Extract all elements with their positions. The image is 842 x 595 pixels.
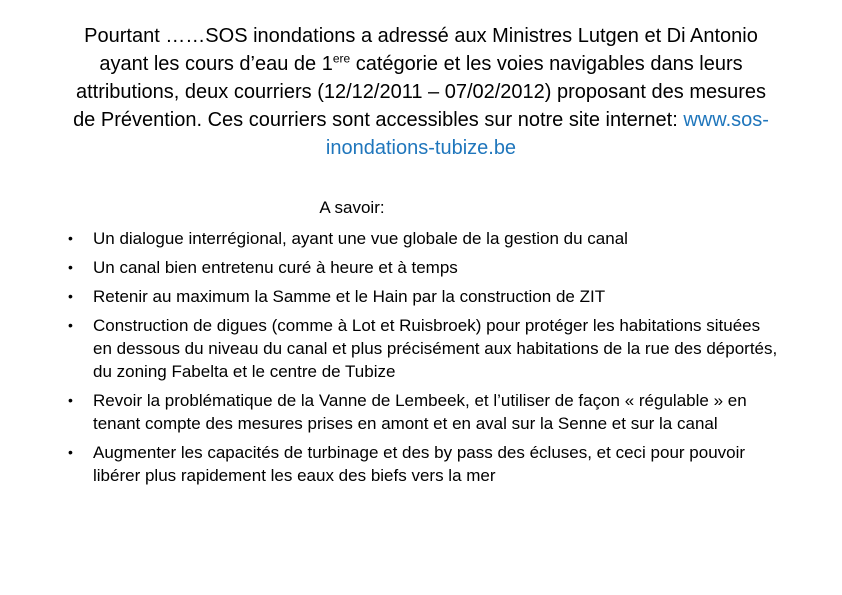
subheading-a-savoir: A savoir: — [319, 198, 385, 217]
bullet-text: Augmenter les capacités de turbinage et des by pass des écluses, et ceci pour pouvoir libérer plus rapidement les eaux des biefs vers la mer — [93, 443, 746, 485]
list-item — [66, 256, 778, 279]
list-item — [66, 314, 778, 383]
list-item — [66, 285, 778, 308]
title-text-before-superscript: Pourtant ……SOS inondations a adressé aux Ministres Lutgen et Di Antonio ayant les cours d’eau de 1 — [84, 25, 758, 75]
bullet-text: Un dialogue interrégional, ayant une vue globale de la gestion du canal — [93, 229, 628, 248]
list-item — [66, 441, 778, 487]
website-link[interactable]: www.sos-inondations-tubize.be — [325, 109, 769, 159]
bullet-text: Revoir la problématique de la Vanne de Lembeek, et l’utiliser de façon « régulable » en tenant compte des mesures prises en amont et en aval sur la Senne et sur la canal — [93, 391, 747, 433]
slide-title — [71, 22, 771, 162]
bullet-icon: • — [68, 288, 73, 304]
title-text-after-superscript: catégorie et les voies navigables dans leurs attributions, deux courriers (12/12/2011 – 07/02/2012) proposant des mesures de Prévention. Ces courriers sont accessibles sur notre site internet: — [73, 53, 767, 131]
bullet-list — [66, 227, 778, 493]
bullet-text: Un canal bien entretenu curé à heure et à temps — [93, 258, 458, 277]
bullet-icon: • — [68, 317, 73, 333]
bullet-icon: • — [68, 392, 73, 408]
bullet-icon: • — [68, 444, 73, 460]
title-ordinal-superscript: ere — [332, 51, 351, 66]
list-item — [66, 227, 778, 250]
bullet-text: Retenir au maximum la Samme et le Hain par la construction de ZIT — [93, 287, 606, 306]
bullet-icon: • — [68, 230, 73, 246]
bullet-text: Construction de digues (comme à Lot et Ruisbroek) pour protéger les habitations situées en dessous du niveau du canal et plus précisément aux habitations de la rue des déportés, du zoning Fabelta et le centre de Tubize — [93, 316, 778, 381]
bullet-icon: • — [68, 259, 73, 275]
list-item — [66, 389, 778, 435]
